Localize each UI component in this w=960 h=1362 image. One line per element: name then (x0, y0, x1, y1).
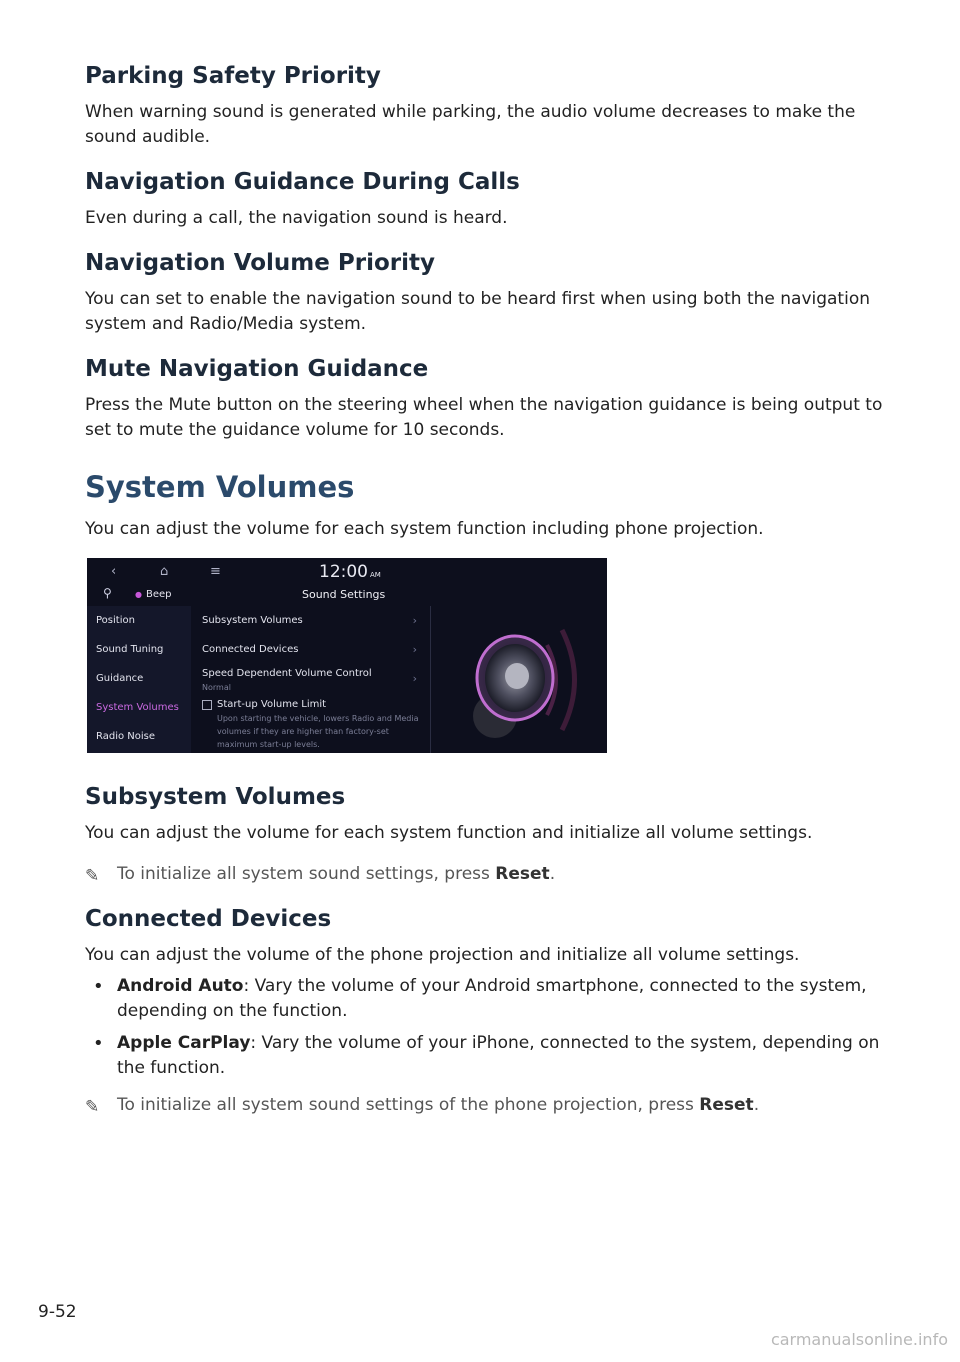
sidebar-item-guidance: Guidance (96, 673, 144, 684)
menu-icon: ≡ (210, 564, 221, 579)
list-item: Connected Devices › (195, 635, 427, 664)
screen-settings-list (195, 606, 427, 751)
list-item: Subsystem Volumes › (195, 606, 427, 635)
pencil-icon: ✎ (85, 1097, 100, 1117)
speaker-icon (437, 610, 602, 750)
bullet-list (85, 974, 885, 1081)
manual-content (85, 60, 885, 1134)
clock: 12:00 AM (319, 562, 381, 582)
note: ✎ To initialize all system sound settings, press Reset. (85, 862, 885, 887)
home-icon: ⌂ (160, 564, 169, 579)
watermark: carmanualsonline.info (770, 1330, 948, 1349)
page-number: 9-52 (38, 1302, 77, 1322)
chevron-right-icon: › (412, 614, 417, 627)
beep-indicator: ● Beep (135, 589, 172, 600)
section-text: You can set to enable the navigation sound to be heard first when using both the navigation system and Radio/Media system. (85, 289, 870, 334)
section-text: You can adjust the volume of the phone projection and initialize all volume settings. (85, 945, 800, 965)
chapter-heading: System Volumes (85, 470, 355, 504)
search-icon: ⚲ (103, 586, 112, 600)
section-text: You can adjust the volume for each system function and initialize all volume settings. (85, 823, 813, 843)
screen-title: Sound Settings (302, 588, 386, 601)
sidebar-item-position: Position (96, 615, 135, 626)
section-title: Navigation Volume Priority (85, 250, 435, 276)
screen-topbar (87, 558, 607, 588)
startup-volume-limit: Start-up Volume Limit Upon starting the vehicle, lowers Radio and Media volumes if they are higher than factory-set maximum start-up levels. (195, 696, 427, 751)
sidebar-item-sound-tuning: Sound Tuning (96, 644, 164, 655)
section-text: Even during a call, the navigation sound is heard. (85, 208, 508, 228)
chevron-right-icon: › (412, 672, 417, 685)
section-title: Parking Safety Priority (85, 63, 381, 89)
section-text: You can adjust the volume for each system function including phone projection. (85, 519, 764, 539)
section-text: Press the Mute button on the steering wheel when the navigation guidance is being output to set to mute the guidance volume for 10 seconds. (85, 395, 883, 440)
screen-screenshot (87, 558, 607, 753)
back-icon: ‹ (111, 564, 117, 579)
pencil-icon: ✎ (85, 866, 100, 886)
note: ✎ To initialize all system sound settings of the phone projection, press Reset. (85, 1093, 885, 1118)
list-item: Speed Dependent Volume Control Normal › (202, 668, 417, 692)
sidebar-item-system-volumes: System Volumes (96, 702, 179, 713)
list-item: • Android Auto: Vary the volume of your Android smartphone, connected to the system, depending on the function. (85, 974, 885, 1024)
screen-sidebar (87, 606, 191, 753)
screen-subbar (87, 586, 607, 606)
section-title: Navigation Guidance During Calls (85, 169, 520, 195)
checkbox (202, 700, 212, 710)
section-title: Subsystem Volumes (85, 784, 346, 810)
section-title: Mute Navigation Guidance (85, 356, 429, 382)
section-title: Connected Devices (85, 906, 332, 932)
divider (430, 606, 431, 753)
sidebar-item-radio-noise: Radio Noise (96, 731, 156, 742)
section-text: When warning sound is generated while parking, the audio volume decreases to make the sound audible. (85, 102, 856, 147)
list-item: • Apple CarPlay: Vary the volume of your iPhone, connected to the system, depending on the function. (85, 1031, 885, 1081)
chevron-right-icon: › (412, 643, 417, 656)
